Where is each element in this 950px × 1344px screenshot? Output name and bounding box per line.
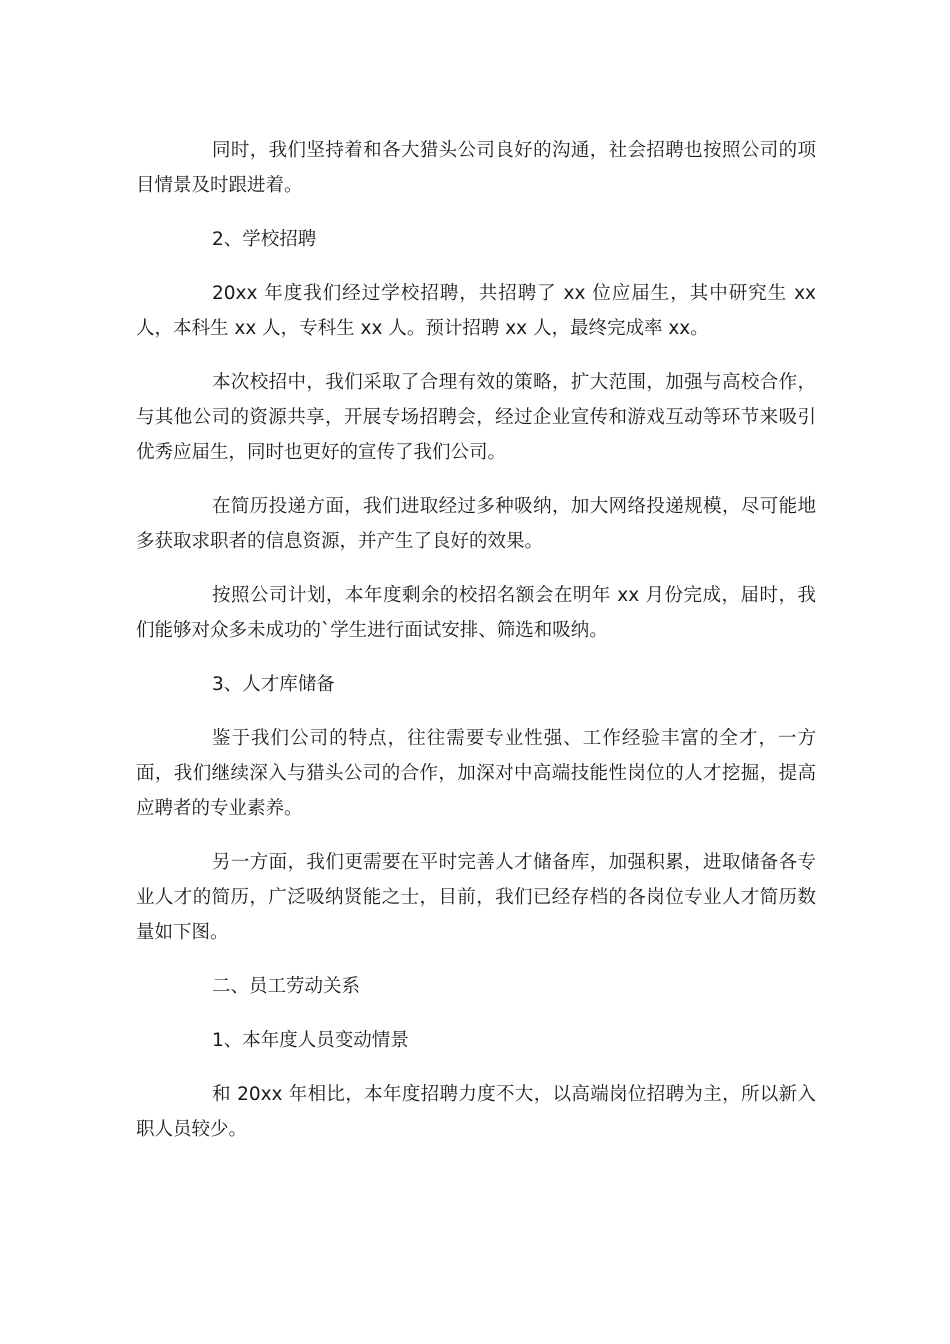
paragraph-campus-strategy: 本次校招中，我们采取了合理有效的策略，扩大范围，加强与高校合作，与其他公司的资源共享，开展专场招聘会，经过企业宣传和游戏互动等环节来吸引优秀应届生，同时也更好的宣传了我们公司。 [136, 372, 816, 463]
paragraph-remaining-quota: 按照公司计划，本年度剩余的校招名额会在明年 xx 月份完成，届时，我们能够对众多未成功的`学生进行面试安排、筛选和吸纳。 [136, 585, 816, 641]
paragraph-school-recruitment-stats: 20xx 年度我们经过学校招聘，共招聘了 xx 位应届生，其中研究生 xx 人，本科生 xx 人，专科生 xx 人。预计招聘 xx 人，最终完成率 xx。 [136, 283, 816, 339]
paragraph-resume-delivery: 在简历投递方面，我们进取经过多种吸纳，加大网络投递规模，尽可能地多获取求职者的信息资源，并产生了良好的效果。 [136, 496, 816, 552]
paragraph-social-recruitment-followup: 同时，我们坚持着和各大猎头公司良好的沟通，社会招聘也按照公司的项目情景及时跟进着。 [136, 140, 816, 196]
heading-school-recruitment: 2、学校招聘 [212, 229, 317, 250]
paragraph-staff-changes-summary: 和 20xx 年相比，本年度招聘力度不大，以高端岗位招聘为主，所以新入职人员较少。 [136, 1084, 816, 1140]
document-body [136, 133, 816, 1166]
heading-talent-pool: 3、人才库储备 [212, 674, 335, 695]
paragraph-talent-pool-archive: 另一方面，我们更需要在平时完善人才储备库，加强积累，进取储备各专业人才的简历，广泛吸纳贤能之士，目前，我们已经存档的各岗位专业人才简历数量如下图。 [136, 852, 816, 943]
paragraph-talent-pool-headhunter: 鉴于我们公司的特点，往往需要专业性强、工作经验丰富的全才，一方面，我们继续深入与猎头公司的合作，加深对中高端技能性岗位的人才挖掘，提高应聘者的专业素养。 [136, 728, 816, 819]
heading-labor-relations: 二、员工劳动关系 [212, 976, 361, 997]
heading-staff-changes: 1、本年度人员变动情景 [212, 1030, 409, 1051]
